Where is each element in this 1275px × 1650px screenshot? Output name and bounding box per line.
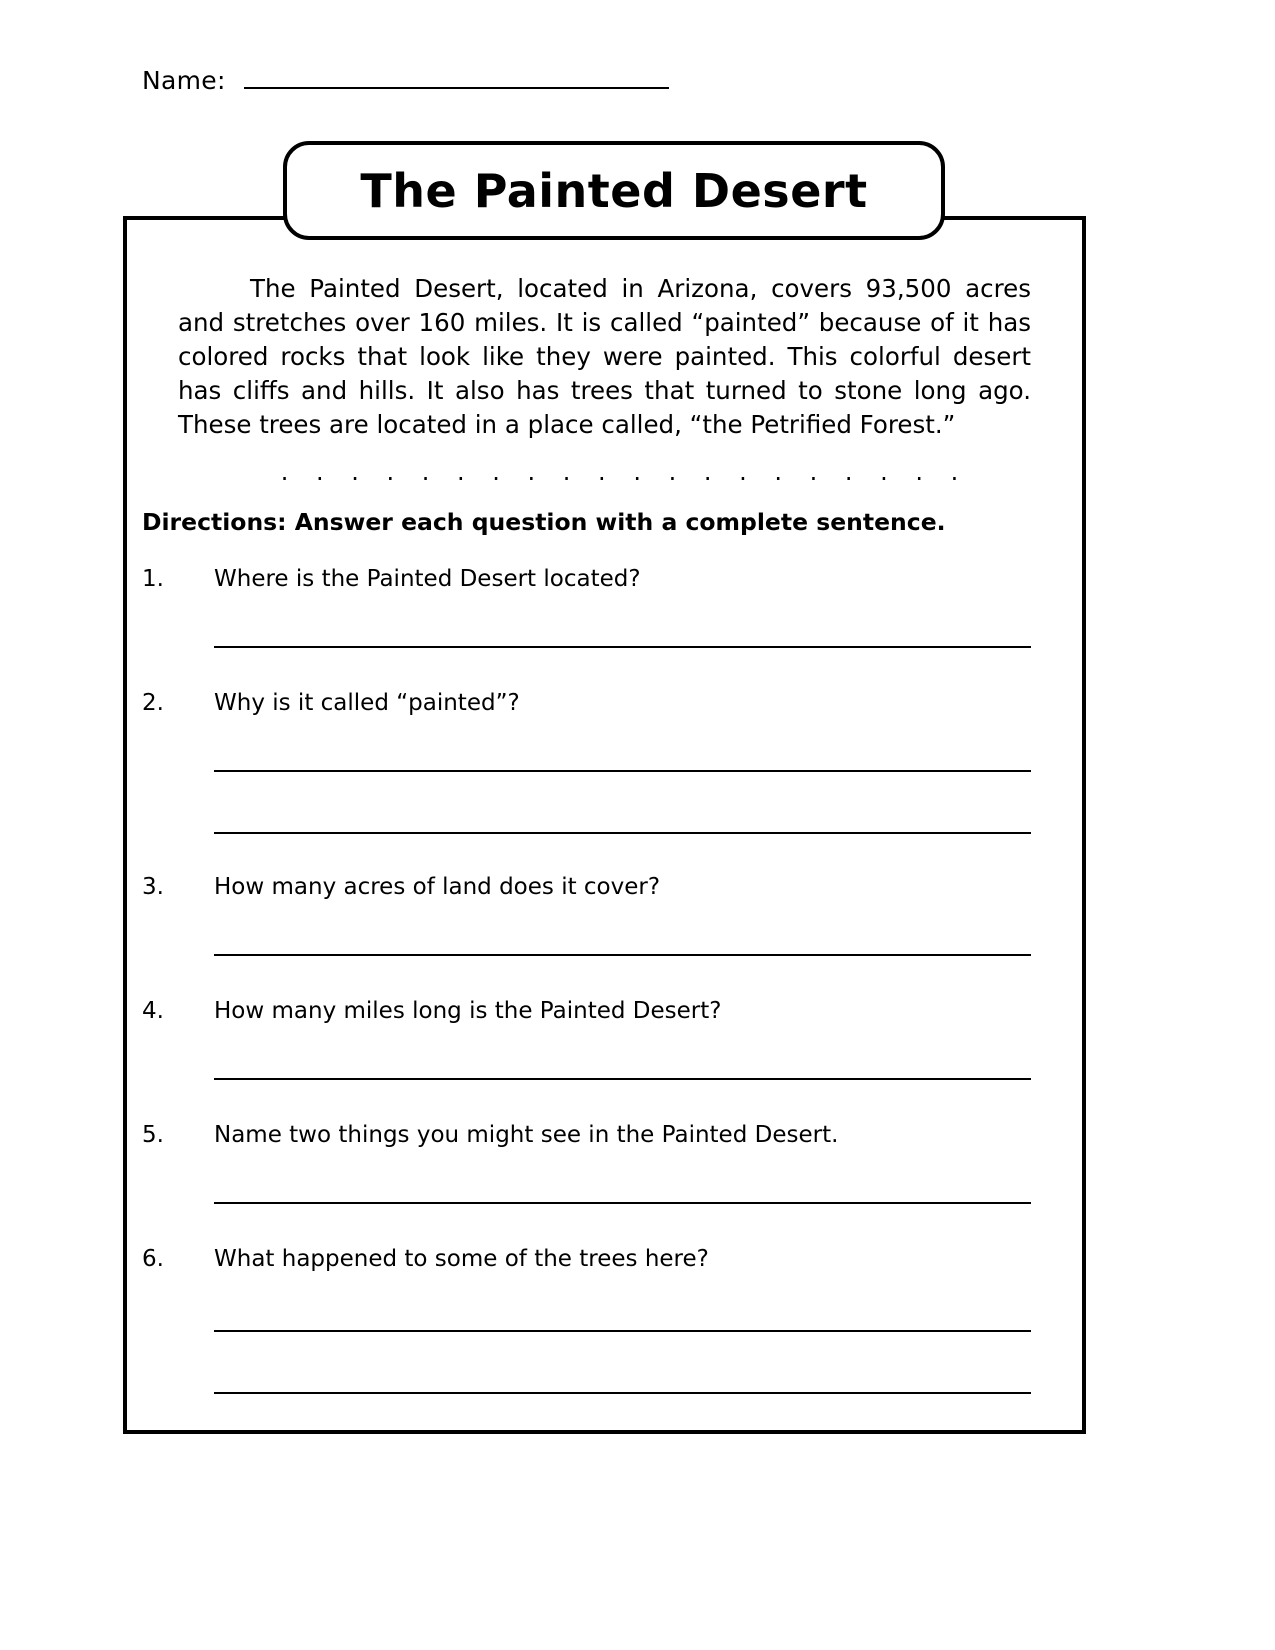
question-item — [142, 688, 1031, 834]
name-input-blank[interactable] — [244, 67, 669, 89]
question-number: 5. — [142, 1122, 164, 1148]
question-text: Where is the Painted Desert located? — [214, 566, 641, 592]
question-number: 4. — [142, 998, 164, 1024]
directions-text: Directions: Answer each question with a complete sentence. — [142, 508, 946, 536]
question-item — [142, 1120, 1031, 1204]
reading-passage: The Painted Desert, located in Arizona, covers 93,500 acres and stretches over 160 miles. It is called “painted” because of it has colored rocks that look like they were painted. This colorful desert has cliffs and hills. It also has trees that turned to stone long ago. These trees are located in a place called, “the Petrified Forest.” — [178, 274, 1031, 439]
question-text: Name two things you might see in the Painted Desert. — [214, 1122, 839, 1148]
answer-line[interactable] — [214, 832, 1031, 834]
answer-line[interactable] — [214, 646, 1031, 648]
answer-line[interactable] — [214, 1202, 1031, 1204]
question-text: How many miles long is the Painted Desert? — [214, 998, 722, 1024]
dot-divider: . . . . . . . . . . . . . . . . . . . . — [280, 458, 969, 486]
answer-line[interactable] — [214, 770, 1031, 772]
answer-line[interactable] — [214, 954, 1031, 956]
question-item — [142, 996, 1031, 1080]
question-item — [142, 872, 1031, 956]
answer-line[interactable] — [214, 1078, 1031, 1080]
answer-line[interactable] — [214, 1392, 1031, 1394]
question-number: 1. — [142, 566, 164, 592]
questions-list — [142, 564, 1031, 1394]
name-label: Name: — [142, 66, 226, 95]
worksheet-content — [142, 272, 1031, 1394]
question-text: How many acres of land does it cover? — [214, 874, 661, 900]
question-text: What happened to some of the trees here? — [214, 1246, 709, 1272]
title-plaque — [283, 141, 945, 240]
question-number: 6. — [142, 1246, 164, 1272]
question-number: 3. — [142, 874, 164, 900]
answer-line[interactable] — [214, 1330, 1031, 1332]
page-title: The Painted Desert — [360, 163, 868, 218]
name-row — [142, 66, 669, 95]
question-text: Why is it called “painted”? — [214, 690, 520, 716]
question-item — [142, 1244, 1031, 1394]
question-item — [142, 564, 1031, 648]
question-number: 2. — [142, 690, 164, 716]
